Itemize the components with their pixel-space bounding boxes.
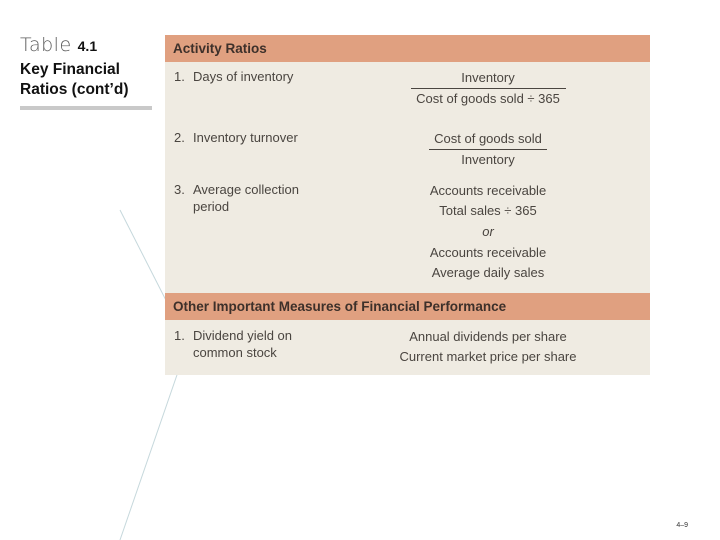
formula-numerator: Inventory bbox=[461, 70, 515, 85]
row-dividend-yield-label bbox=[174, 327, 292, 361]
table-number: 4.1 bbox=[77, 38, 98, 54]
row-average-collection-period-label bbox=[174, 181, 299, 215]
days-of-inventory-formula bbox=[405, 68, 571, 109]
row-index: 1. bbox=[174, 69, 185, 84]
row-index: 3. bbox=[174, 182, 185, 197]
formula-denominator: Current market price per share bbox=[399, 349, 577, 364]
formula-a-numerator: Accounts receivable bbox=[429, 183, 547, 198]
row-label-text: Inventory turnover bbox=[193, 130, 298, 145]
formula-a-denominator: Total sales ÷ 365 bbox=[439, 203, 537, 218]
caption-underline bbox=[20, 106, 152, 110]
row-index: 1. bbox=[174, 328, 185, 343]
other-measures-header: Other Important Measures of Financial Performance bbox=[165, 293, 650, 320]
average-collection-period-formula bbox=[409, 181, 567, 283]
subtitle-line-2: Ratios (cont’d) bbox=[20, 81, 129, 98]
table-caption bbox=[20, 34, 155, 110]
row-days-of-inventory-label bbox=[174, 68, 293, 85]
formula-denominator: Cost of goods sold ÷ 365 bbox=[416, 91, 560, 106]
ratios-table bbox=[165, 35, 650, 375]
subtitle-line-1: Key Financial bbox=[20, 61, 120, 78]
dividend-yield-formula bbox=[387, 327, 589, 367]
table-word: Table bbox=[20, 34, 72, 56]
formula-numerator: Annual dividends per share bbox=[409, 329, 567, 344]
row-label-text: Average collection bbox=[193, 182, 299, 197]
row-index: 2. bbox=[174, 130, 185, 145]
activity-ratios-header: Activity Ratios bbox=[165, 35, 650, 62]
row-label-text-continued: common stock bbox=[193, 345, 277, 360]
row-label-text: Days of inventory bbox=[193, 69, 294, 84]
row-label-text: Dividend yield on bbox=[193, 328, 293, 343]
inventory-turnover-formula bbox=[415, 129, 561, 170]
formula-denominator: Inventory bbox=[461, 152, 515, 167]
formula-b-numerator: Accounts receivable bbox=[429, 245, 547, 260]
row-inventory-turnover-label bbox=[174, 129, 298, 146]
page-number: 4–9 bbox=[676, 522, 688, 529]
row-label-text-continued: period bbox=[193, 199, 230, 214]
formula-or-text: or bbox=[482, 224, 494, 239]
formula-b-denominator: Average daily sales bbox=[431, 265, 545, 280]
table-subtitle bbox=[20, 60, 155, 100]
formula-numerator: Cost of goods sold bbox=[434, 131, 542, 146]
